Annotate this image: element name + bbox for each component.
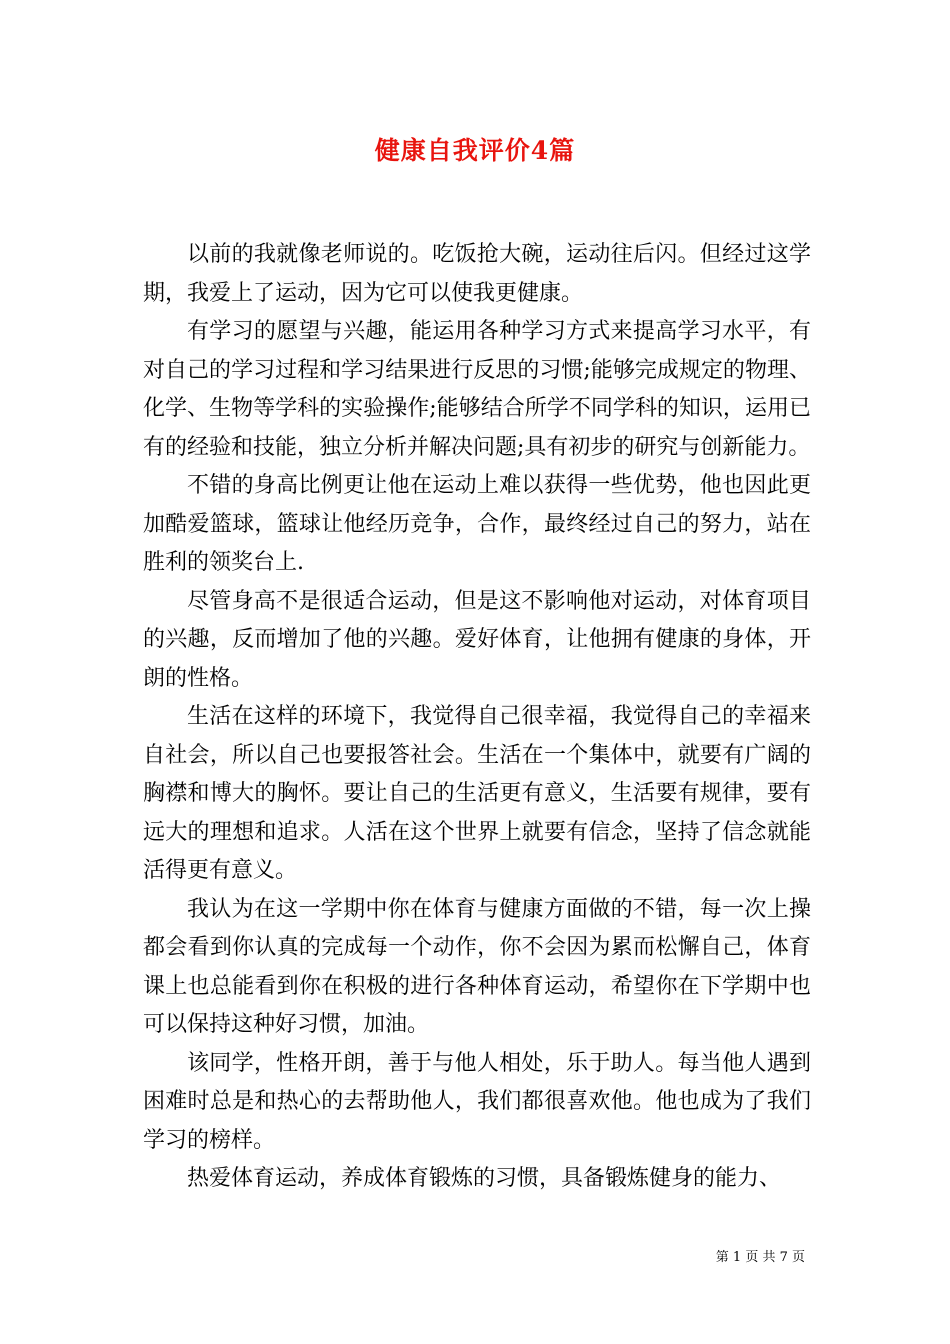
paragraph-2: 有学习的愿望与兴趣，能运用各种学习方式来提高学习水平，有对自己的学习过程和学习结果进行反思的习惯;能够完成规定的物理、化学、生物等学科的实验操作;能够结合所学不同学科的知识，运用已有的经验和技能，独立分析并解决问题;具有初步的研究与创新能力。 <box>143 319 811 460</box>
paragraph-8: 热爱体育运动，养成体育锻炼的习惯，具备锻炼健身的能力、 <box>187 1166 782 1191</box>
paragraph-4: 尽管身高不是很适合运动，但是这不影响他对运动，对体育项目的兴趣，反而增加了他的兴趣。爱好体育，让他拥有健康的身体，开朗的性格。 <box>143 588 811 691</box>
document-title: 健康自我评价4篇 <box>374 136 576 165</box>
paragraph-1: 以前的我就像老师说的。吃饭抢大碗，运动往后闪。但经过这学期，我爱上了运动，因为它可以使我更健康。 <box>143 242 811 306</box>
paragraph-6: 我认为在这一学期中你在体育与健康方面做的不错，每一次上操都会看到你认真的完成每一个动作，你不会因为累而松懈自己，体育课上也总能看到你在积极的进行各种体育运动，希望你在下学期中也可以保持这种好习惯，加油。 <box>143 896 811 1037</box>
document-body <box>143 236 811 1199</box>
paragraph-5: 生活在这样的环境下，我觉得自己很幸福，我觉得自己的幸福来自社会，所以自己也要报答社会。生活在一个集体中，就要有广阔的胸襟和博大的胸怀。要让自己的生活更有意义，生活要有规律，要有远大的理想和追求。人活在这个世界上就要有信念，坚持了信念就能活得更有意义。 <box>143 704 811 883</box>
paragraph-3: 不错的身高比例更让他在运动上难以获得一些优势，他也因此更加酷爱篮球，篮球让他经历竞争，合作，最终经过自己的努力，站在胜利的领奖台上. <box>143 473 811 575</box>
paragraph-7: 该同学，性格开朗，善于与他人相处，乐于助人。每当他人遇到困难时总是和热心的去帮助他人，我们都很喜欢他。他也成为了我们学习的榜样。 <box>143 1050 811 1153</box>
page-number-footer: 第 1 页 共 7 页 <box>715 1250 805 1265</box>
